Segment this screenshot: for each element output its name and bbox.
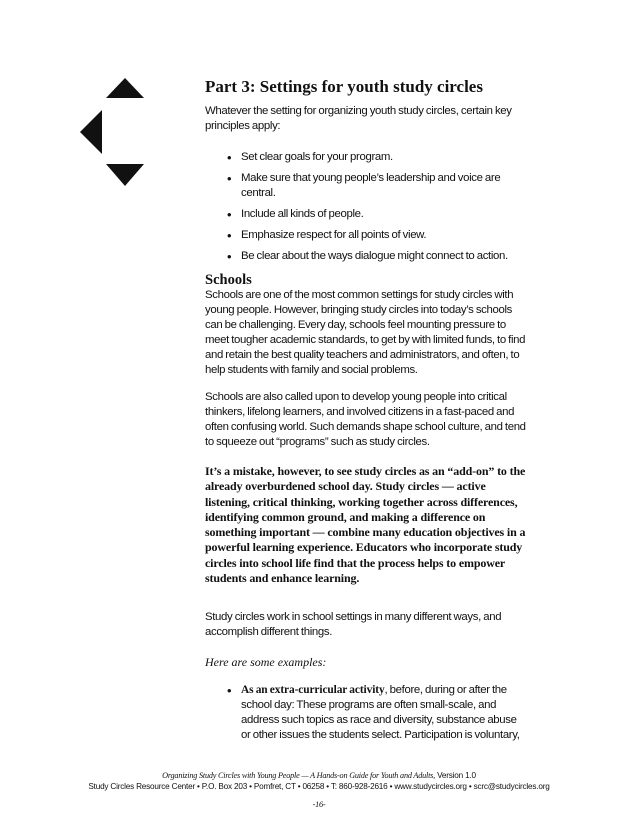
examples-list (225, 683, 525, 743)
list-item: • Set clear goals for your program. (225, 150, 530, 165)
examples-label: Here are some examples: (205, 655, 327, 669)
list-item: • Be clear about the ways dialogue might connect to action. (225, 249, 530, 264)
example-text: , before, during or after the school day: These programs are often small-scale, and address such topics as race and diversity, substance abuse or other issues the students select. Participation is voluntary, (241, 684, 520, 741)
footer-citation: Organizing Study Circles with Young People — A Hands-on Guide for Youth and Adults, (162, 771, 436, 780)
schools-paragraph-3: It’s a mistake, however, to see study circles as an “add-on” to the already overburdened school day. Study circles — active listening, critical thinking, working together across differences, identifying common ground, and making a difference on something important — combine many education objectives in a powerful learning experience. Educators who incorporate study circles into school life find that the process helps to empower students and enhance learning. (205, 464, 526, 586)
section-heading-schools: Schools (205, 272, 252, 288)
page-number: -16- (312, 800, 326, 809)
schools-paragraph-4: Study circles work in school settings in many different ways, and accomplish different things. (205, 611, 502, 638)
study-circles-logo-icon (80, 78, 170, 186)
footer-line-1 (0, 771, 638, 781)
schools-paragraph-2: Schools are also called upon to develop young people into critical thinkers, lifelong learners, and involved citizens in a fast-paced and often confusing world. Such demands shape school culture, and tend to squeeze out “programs” such as study circles. (205, 391, 526, 448)
list-item (225, 683, 525, 743)
footer-version: Version 1.0 (435, 771, 476, 780)
list-item: • Include all kinds of people. (225, 207, 530, 222)
page-title: Part 3: Settings for youth study circles (205, 77, 483, 96)
footer-contact: Study Circles Resource Center • P.O. Box 203 • Pomfret, CT • 06258 • T: 860-928-2616 • www.studycircles.org • scrc@studycircles.org (88, 782, 550, 791)
principles-list (225, 150, 530, 264)
list-item: • Make sure that young people’s leadership and voice are central. (225, 171, 530, 201)
example-title: As an extra-curricular activity (241, 684, 385, 696)
list-item: • Emphasize respect for all points of view. (225, 228, 530, 243)
intro-paragraph: Whatever the setting for organizing youth study circles, certain key principles apply: (205, 105, 512, 132)
schools-paragraph-1: Schools are one of the most common settings for study circles with young people. However, bringing study circles into today’s schools can be challenging. Every day, schools feel mounting pressure to meet tougher academic standards, to get by with limited funds, to find and retain the best quality teachers and administrators, and often, to help students with family and social problems. (205, 289, 526, 376)
